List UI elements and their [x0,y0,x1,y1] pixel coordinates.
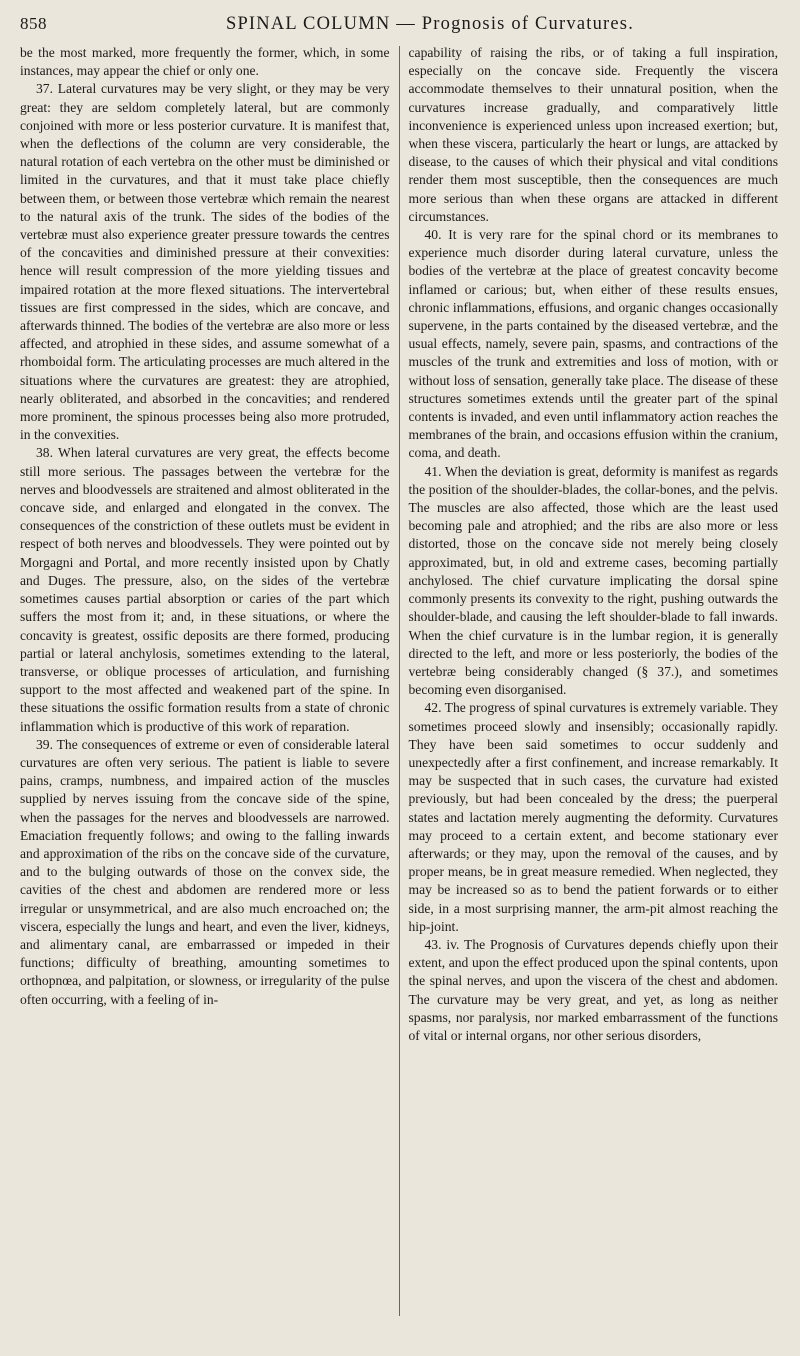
text-columns [20,44,778,1316]
paragraph: 41. When the deviation is great, deformity is manifest as regards the position of the shoulder-blades, the collar-bones, and the pelvis. The muscles are also affected, those which are the least used becoming pale and atrophied; and the ribs are also more or less distorted, those on the concave side not merely being closely approximated, but, in old and extreme cases, becoming partially anchylosed. The chief curvature implicating the dorsal spine commonly presents its convexity to the right, pushing outwards the shoulder-blade, and causing the left shoulder-blade to fall inwards. When the chief curvature is in the lumbar region, it is generally directed to the left, and more or less posteriorly, the bodies of the vertebræ being considerably changed (§ 37.), and sometimes becoming even disorganised. [408,463,778,698]
paragraph: 38. When lateral curvatures are very great, the effects become still more serious. The passages between the vertebræ for the nerves and bloodvessels are straitened and almost obliterated in the concave side, and enlarged and elongated in the convex. The consequences of the constriction of these outlets must be evident in respect of both nerves and bloodvessels. They were pointed out by Morgagni and Portal, and more recently insisted upon by Chatly and Duges. The pressure, also, on the sides of the vertebræ sometimes causes partial absorption or caries of the part which suffers the most from it; and, in these situations, or where the concavity is greatest, ossific deposits are there formed, producing partial or lateral anchylosis, sometimes extending to the lateral, transverse, or oblique processes of articulation, and furnishing support to the most affected and weakened part of the spine. In these situations the ossific formation results from a state of chronic inflammation which is productive of this work of reparation. [20,445,390,734]
paragraph: 43. iv. The Prognosis of Curvatures depends chiefly upon their extent, and upon the effect produced upon the spinal contents, upon the spinal nerves, and upon the viscera of the chest and abdomen. The curvature may be very great, and yet, as long as neither spasms, nor paralysis, nor marked embarrassment of the functions of vital or internal organs, nor other serious disorders, [408,936,778,1043]
column-divider [399,46,400,1316]
running-head: SPINAL COLUMN — Prognosis of Curvatures. [225,14,635,34]
page-number: 858 [20,14,47,33]
right-column [409,44,779,1316]
page-header [20,14,778,42]
paragraph: capability of raising the ribs, or of taking a full inspiration, especially on the concave side. Frequently the viscera accommodate themselves to their unnatural position, when the curvatures increase gradually, and comparatively little inconvenience is experienced unless upon increased exertion; but, when these viscera, particularly the heart or lungs, are attacked by disease, to the causes of which their physical and vital conditions render them most susceptible, then the consequences are much more serious than when these organs are attacked in different circumstances. [408,45,778,224]
paragraph: 40. It is very rare for the spinal chord or its membranes to experience much disorder during lateral curvature, unless the bodies of the vertebræ at the place of greatest concavity become inflamed or carious; but, when either of these results ensues, chronic inflammations, effusions, and organic changes occasionally supervene, in the parts contained by the diseased vertebræ, and the usual effects, namely, severe pain, spasms, and contractions of the muscles of the trunk and extremities and loss of motion, with or without loss of sensation, generally take place. The disease of these structures sometimes extends until the greater part of the spinal contents is invaded, and even until inflammatory action reaches the membranes of the brain, and occasions effusion within the cranium, coma, and death. [408,227,778,461]
paragraph: 42. The progress of spinal curvatures is extremely variable. They sometimes proceed slowly and insensibly; occasionally rapidly. They have been said sometimes to occur suddenly and unexpectedly after a first confinement, and increase remarkably. It may be suspected that in such cases, the curvature had existed previously, but had been concealed by the dress; the puerperal states and lactation merely augmenting the deformity. Curvatures may proceed to a certain extent, and become stationary ever afterwards; or they may, upon the removal of the causes, and by proper means, be in great measure remedied. When neglected, they may be increased so as to bend the patient forwards or to either side, in a most surprising manner, the arm-pit almost reaching the hip-joint. [408,700,778,934]
paragraph: be the most marked, more frequently the former, which, in some instances, may appear the chief or only one. [20,45,390,79]
paragraph: 37. Lateral curvatures may be very slight, or they may be very great: they are seldom completely lateral, but are commonly conjoined with more or less posterior curvature. It is manifest that, when the deflections of the column are very considerable, the natural rotation of each vertebra on the other must be diminished or limited in the curvatures, and that it must take place chiefly between them, or between those vertebræ which remain the nearest to the natural axis of the trunk. The sides of the bodies of the vertebræ must also experience greater pressure towards the centres of the concavities and diminished pressure at their convexities: hence will result compression of the more yielding tissues and impaired rotation at the more flexed situations. The intervertebral tissues are first compressed in the sides, which are concave, and afterwards thinned. The bodies of the vertebræ are also more or less affected, and atrophied in these sides, and assume somewhat of a rhomboidal form. The articulating processes are much altered in the situations where the curvatures are greatest: they are atrophied, nearly obliterated, and absorbed in the concavities; and rendered more prominent, the spinous processes being also more protruded, in the convexities. [20,81,390,443]
left-column [20,44,390,1316]
paragraph: 39. The consequences of extreme or even of considerable lateral curvatures are often very serious. The patient is liable to severe pains, cramps, numbness, and impaired action of the muscles supplied by nerves issuing from the concave side of the spine, when the passages for the nerves and bloodvessels are narrowed. Emaciation frequently follows; and owing to the falling inwards and approximation of the ribs on the concave side of the curvature, and to the bulging outwards of those on the convex side, the cavities of the chest and abdomen are rendered more or less irregular or unsymmetrical, and are also much encroached on; the viscera, especially the lungs and heart, and even the liver, kidneys, and alimentary canal, are embarrassed or impeded in their functions; difficulty of breathing, amounting sometimes to orthopnœa, and palpitation, or slowness, or irregularity of the pulse often occurring, with a feeling of in- [20,736,390,1007]
